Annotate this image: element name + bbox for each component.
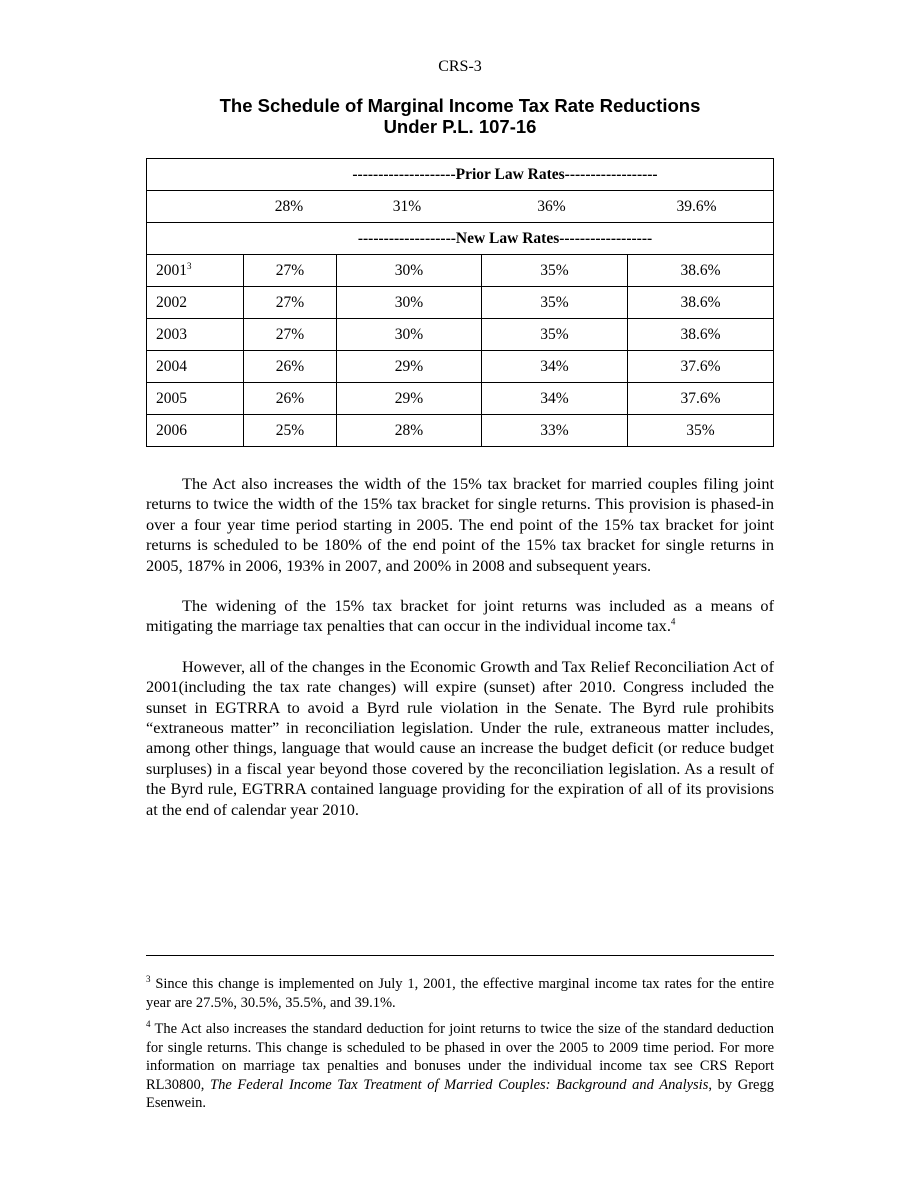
rate-cell: 37.6%: [628, 383, 774, 415]
footnote-mark-3: 3: [146, 974, 151, 985]
paragraph-marriage-penalty: The widening of the 15% tax bracket for joint returns was included as a means of mitigating the marriage tax penalties that can occur in the individual income tax.$^4$: [146, 596, 774, 636]
rate-cell: 38.6%: [628, 287, 774, 319]
prior-law-header: --------------------Prior Law Rates------------------: [147, 159, 774, 191]
title-line-2: Under P.L. 107-16: [383, 116, 537, 137]
rate-cell: 34%: [482, 351, 628, 383]
rate-cell: 29%: [337, 383, 482, 415]
title-line-1: The Schedule of Marginal Income Tax Rate Reductions: [219, 95, 701, 116]
prior-rate-1: 28%: [274, 197, 304, 215]
year-cell: 2002: [147, 287, 244, 319]
footnote-ref-3: 3: [187, 260, 192, 271]
footnote-4: $^4$ The Act also increases the standard deduction for joint returns to twice the size of the standard deduction for single returns. This change is scheduled to be phased in over the 2005 to 2009 time period. For more information on marriage tax penalties and bonuses under the individual income tax see CRS Report RL30800, The Federal Income Tax Treatment of Married Couples: Background and Analysis, by Gregg Esenwein.: [146, 1019, 774, 1111]
rate-cell: 27%: [244, 287, 337, 319]
table-row: [147, 415, 774, 447]
rate-cell: 35%: [482, 319, 628, 351]
rate-cell: 38.6%: [628, 255, 774, 287]
year-cell: 2003: [147, 319, 244, 351]
table-row: [147, 255, 774, 287]
rate-cell: 26%: [244, 351, 337, 383]
page-number: CRS-3: [438, 58, 482, 75]
footnotes: [146, 975, 774, 1121]
rate-cell: 29%: [337, 351, 482, 383]
footnote-ref-4: 4: [670, 617, 676, 628]
rate-cell: 30%: [337, 319, 482, 351]
table-row: [147, 351, 774, 383]
year-cell: 2004: [147, 351, 244, 383]
rate-cell: 35%: [482, 287, 628, 319]
rate-cell: 27%: [244, 255, 337, 287]
rate-cell: 26%: [244, 383, 337, 415]
year-cell: 2006: [147, 415, 244, 447]
rate-cell: 30%: [337, 287, 482, 319]
prior-rate-4: 39.6%: [676, 197, 717, 215]
footnote-mark-4: 4: [146, 1019, 151, 1030]
page-title: [0, 95, 920, 137]
paragraph-sunset: However, all of the changes in the Economic Growth and Tax Relief Reconciliation Act of 2001(including the tax rate changes) will expire (sunset) after 2010. Congress included the sunset in EGTRRA to avoid a Byrd rule violation in the Senate. The Byrd rule prohibits “extraneous matter” in reconciliation legislation. Under the rule, extraneous matter includes, among other things, language that would cause an increase the budget deficit (or reduce budget surpluses) in a fiscal year beyond those covered by the reconciliation legislation. As a result of the Byrd rule, EGTRRA contained language providing for the expiration of all of its provisions at the end of calendar year 2010.: [146, 656, 774, 819]
paragraph-bracket-width: The Act also increases the width of the 15% tax bracket for married couples filing joint returns to twice the width of the 15% tax bracket for single returns. This provision is phased-in over a four year time period starting in 2005. The end point of the 15% tax bracket for joint returns is scheduled to be 180% of the end point of the 15% tax bracket for single returns in 2005, 187% in 2006, 193% in 2007, and 200% in 2008 and subsequent years.: [146, 474, 774, 575]
body-text: [146, 474, 774, 840]
table-row: [147, 383, 774, 415]
new-law-header: -------------------New Law Rates------------------: [147, 223, 774, 255]
rate-cell: 35%: [482, 255, 628, 287]
rate-cell: 25%: [244, 415, 337, 447]
rate-cell: 27%: [244, 319, 337, 351]
table-row: [147, 287, 774, 319]
rate-cell: 34%: [482, 383, 628, 415]
footnote-3: $^3$ Since this change is implemented on July 1, 2001, the effective marginal income tax rates for the entire year are 27.5%, 30.5%, 35.5%, and 39.1%.: [146, 974, 774, 1011]
rate-cell: 35%: [628, 415, 774, 447]
footnote-divider: [146, 955, 774, 956]
tax-rate-table: [146, 158, 774, 447]
rate-cell: 38.6%: [628, 319, 774, 351]
year-cell: 2001$^3$: [147, 255, 244, 287]
rate-cell: 33%: [482, 415, 628, 447]
year-cell: 2005: [147, 383, 244, 415]
report-title: The Federal Income Tax Treatment of Married Couples: Background and Analysis: [210, 1076, 709, 1093]
rate-cell: 30%: [337, 255, 482, 287]
prior-law-rates-row: [147, 191, 774, 223]
table-row: [147, 319, 774, 351]
rate-cell: 28%: [337, 415, 482, 447]
prior-rate-2: 31%: [392, 197, 422, 215]
prior-rate-3: 36%: [537, 197, 566, 215]
rate-cell: 37.6%: [628, 351, 774, 383]
